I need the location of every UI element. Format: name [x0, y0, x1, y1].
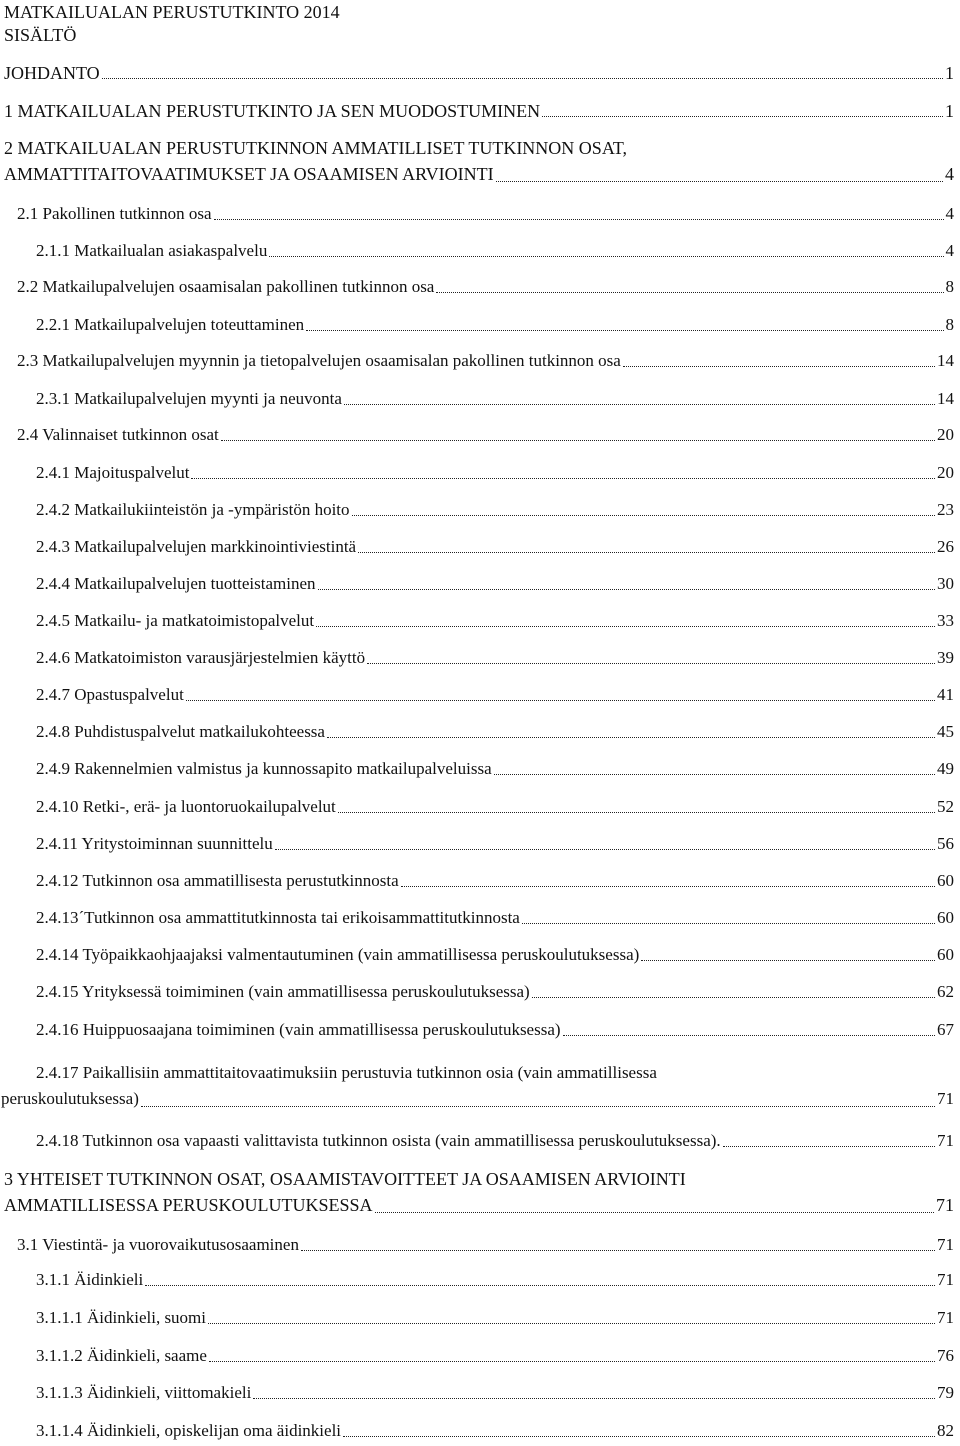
dot-leader	[191, 478, 935, 479]
dot-leader	[253, 1398, 935, 1399]
toc-entry-title: 2.4 Valinnaiset tutkinnon osat	[17, 425, 219, 444]
toc-entry[interactable]	[36, 1382, 954, 1404]
dot-leader	[496, 181, 943, 182]
dot-leader	[375, 1212, 934, 1213]
dot-leader	[367, 663, 935, 664]
dot-leader	[623, 366, 935, 367]
dot-leader	[522, 923, 935, 924]
dot-leader	[542, 116, 943, 117]
toc-entry-page: 71	[937, 1270, 954, 1289]
toc-entry-page: 39	[937, 648, 954, 667]
toc-entry[interactable]	[36, 314, 954, 336]
toc-entry[interactable]	[36, 1345, 954, 1367]
toc-entry-page: 79	[937, 1383, 954, 1402]
toc-entry-title: 2.4.3 Matkailupalvelujen markkinointiviestintä	[36, 537, 357, 556]
toc-entry-page: 67	[937, 1020, 954, 1039]
toc-entry[interactable]	[36, 870, 954, 892]
toc-entry-title: 2.3.1 Matkailupalvelujen myynti ja neuvonta	[36, 389, 342, 408]
toc-entry[interactable]	[36, 684, 954, 706]
toc-entry[interactable]	[36, 758, 954, 780]
toc-entry-title: 3.1.1.3 Äidinkieli, viittomakieli	[36, 1383, 252, 1402]
dot-leader	[221, 440, 935, 441]
dot-leader	[316, 626, 935, 627]
toc-entry[interactable]	[4, 135, 954, 187]
toc-entry-title: 2.3 Matkailupalvelujen myynnin ja tietopalvelujen osaamisalan pakollinen tutkinnon osa	[17, 351, 621, 370]
dot-leader	[352, 515, 935, 516]
toc-entry-title-line1: 2 MATKAILUALAN PERUSTUTKINNON AMMATILLISET TUTKINNON OSAT,	[4, 138, 627, 158]
toc-entry-title: 3.1.1 Äidinkieli	[36, 1270, 144, 1289]
toc-entry-title-line1: 3 YHTEISET TUTKINNON OSAT, OSAAMISTAVOITTEET JA OSAAMISEN ARVIOINTI	[4, 1169, 686, 1189]
toc-entry-page: 20	[937, 425, 954, 444]
toc-entry[interactable]	[36, 1307, 954, 1329]
toc-entry-title: 3.1 Viestintä- ja vuorovaikutusosaaminen	[17, 1235, 299, 1254]
toc-entry-title: peruskoulutuksessa)	[1, 1089, 139, 1108]
toc-entry[interactable]	[36, 833, 954, 855]
contents-heading: SISÄLTÖ	[4, 25, 77, 45]
toc-entry[interactable]	[36, 610, 954, 632]
toc-entry-title: 3.1.1.4 Äidinkieli, opiskelijan oma äidinkieli	[36, 1421, 342, 1440]
toc-entry-page: 62	[937, 982, 954, 1001]
dot-leader	[214, 219, 944, 220]
toc-entry-page: 30	[937, 574, 954, 593]
toc-entry-page: 33	[937, 611, 954, 630]
toc-entry-page: 71	[937, 1235, 954, 1254]
toc-entry-title: 2.4.15 Yrityksessä toimiminen (vain ammatillisessa peruskoulutuksessa)	[36, 982, 530, 1001]
toc-entry-page: 4	[945, 164, 954, 184]
toc-entry[interactable]	[36, 462, 954, 484]
toc-entry-page: 8	[945, 277, 954, 296]
toc-entry-page: 41	[937, 685, 954, 704]
toc-entry-title: 2.4.9 Rakennelmien valmistus ja kunnossapito matkailupalveluissa	[36, 759, 492, 778]
toc-entry-title: 3.1.1.1 Äidinkieli, suomi	[36, 1308, 206, 1327]
toc-entry[interactable]	[36, 388, 954, 410]
dot-leader	[436, 292, 943, 293]
toc-entry-title: 2.4.2 Matkailukiinteistön ja -ympäristön hoito	[36, 500, 350, 519]
dot-leader	[186, 700, 935, 701]
dot-leader	[563, 1035, 935, 1036]
toc-entry-page: 60	[937, 908, 954, 927]
toc-entry[interactable]	[4, 100, 954, 122]
dot-leader	[532, 997, 935, 998]
toc-entry-title: 2.1.1 Matkailualan asiakaspalvelu	[36, 241, 268, 260]
dot-leader	[102, 78, 943, 79]
toc-entry-title: 2.4.14 Työpaikkaohjaajaksi valmentautuminen (vain ammatillisessa peruskoulutuksessa)	[36, 945, 640, 964]
document-title: MATKAILUALAN PERUSTUTKINTO 2014	[4, 2, 340, 22]
toc-entry[interactable]	[1, 1060, 954, 1112]
dot-leader	[301, 1250, 935, 1251]
toc-entry-title: 2.4.10 Retki-, erä- ja luontoruokailupalvelut	[36, 797, 336, 816]
toc-entry[interactable]	[36, 796, 954, 818]
toc-entry-title: 2.4.6 Matkatoimiston varausjärjestelmien käyttö	[36, 648, 366, 667]
toc-entry[interactable]	[36, 1269, 954, 1291]
dot-leader	[208, 1323, 935, 1324]
toc-entry[interactable]	[36, 981, 954, 1003]
toc-entry-title: 2.4.8 Puhdistuspalvelut matkailukohteessa	[36, 722, 325, 741]
toc-entry-page: 52	[937, 797, 954, 816]
dot-leader	[358, 552, 935, 553]
toc-entry-page: 71	[937, 1308, 954, 1327]
dot-leader	[344, 404, 935, 405]
toc-entry[interactable]	[36, 1130, 954, 1152]
toc-entry-page: 4	[945, 204, 954, 223]
dot-leader	[209, 1361, 935, 1362]
dot-leader	[494, 774, 935, 775]
dot-leader	[318, 589, 936, 590]
toc-entry[interactable]	[36, 1019, 954, 1041]
dot-leader	[269, 256, 943, 257]
toc-entry-title: 2.4.18 Tutkinnon osa vapaasti valittavista tutkinnon osista (vain ammatillisessa peruskoulutuksessa).	[36, 1131, 721, 1150]
toc-entry[interactable]	[4, 1166, 954, 1218]
toc-entry-title: 2.2 Matkailupalvelujen osaamisalan pakollinen tutkinnon osa	[17, 277, 435, 296]
toc-entry[interactable]	[17, 203, 954, 225]
toc-entry-page: 45	[937, 722, 954, 741]
toc-entry-page: 49	[937, 759, 954, 778]
toc-entry-page: 14	[937, 389, 954, 408]
toc-entry-page: 1	[945, 101, 954, 121]
toc-entry[interactable]	[36, 536, 954, 558]
toc-entry-page: 71	[936, 1195, 954, 1215]
toc-entry[interactable]	[17, 424, 954, 446]
toc-entry-page: 26	[937, 537, 954, 556]
toc-entry[interactable]	[36, 573, 954, 595]
toc-entry-page: 1	[945, 63, 954, 83]
dot-leader	[338, 812, 935, 813]
toc-entry-title-line1: 2.4.17 Paikallisiin ammattitaitovaatimuksiin perustuvia tutkinnon osia (vain ammatillisessa	[36, 1063, 657, 1082]
toc-entry-title: 1 MATKAILUALAN PERUSTUTKINTO JA SEN MUODOSTUMINEN	[4, 101, 541, 121]
toc-entry-page: 8	[945, 315, 954, 334]
toc-entry-page: 23	[937, 500, 954, 519]
toc-entry-page: 76	[937, 1346, 954, 1365]
toc-entry-title: 2.4.5 Matkailu- ja matkatoimistopalvelut	[36, 611, 315, 630]
toc-entry-page: 71	[937, 1089, 954, 1108]
toc-entry-page: 56	[937, 834, 954, 853]
toc-entry-title: 2.1 Pakollinen tutkinnon osa	[17, 204, 212, 223]
toc-entry-page: 60	[937, 871, 954, 890]
dot-leader	[401, 886, 935, 887]
toc-entry-page: 20	[937, 463, 954, 482]
toc-entry[interactable]	[36, 647, 954, 669]
toc-entry[interactable]	[17, 350, 954, 372]
dot-leader	[343, 1436, 935, 1437]
toc-entry-page: 71	[937, 1131, 954, 1150]
dot-leader	[327, 737, 935, 738]
toc-entry-title: 2.2.1 Matkailupalvelujen toteuttaminen	[36, 315, 305, 334]
dot-leader	[306, 330, 943, 331]
dot-leader	[275, 849, 935, 850]
dot-leader	[145, 1285, 935, 1286]
toc-entry-title: 2.4.7 Opastuspalvelut	[36, 685, 184, 704]
toc-entry[interactable]	[36, 721, 954, 743]
dot-leader	[723, 1146, 935, 1147]
dot-leader	[141, 1106, 935, 1107]
toc-entry[interactable]	[17, 276, 954, 298]
toc-entry[interactable]	[36, 499, 954, 521]
toc-entry-title: 2.4.4 Matkailupalvelujen tuotteistaminen	[36, 574, 316, 593]
dot-leader	[641, 960, 935, 961]
toc-entry-page: 60	[937, 945, 954, 964]
toc-entry-title: JOHDANTO	[4, 63, 100, 83]
toc-entry-title: 2.4.12 Tutkinnon osa ammatillisesta perustutkinnosta	[36, 871, 399, 890]
toc-entry[interactable]	[36, 1420, 954, 1442]
toc-entry-title: 3.1.1.2 Äidinkieli, saame	[36, 1346, 207, 1365]
toc-entry-page: 82	[937, 1421, 954, 1440]
toc-entry[interactable]	[4, 62, 954, 84]
toc-entry-title: 2.4.13´Tutkinnon osa ammattitutkinnosta tai erikoisammattitutkinnosta	[36, 908, 520, 927]
toc-entry-page: 14	[937, 351, 954, 370]
toc-entry-title: 2.4.1 Majoituspalvelut	[36, 463, 190, 482]
toc-entry-title: AMMATTITAITOVAATIMUKSET JA OSAAMISEN ARVIOINTI	[4, 164, 494, 184]
toc-entry-title: AMMATILLISESSA PERUSKOULUTUKSESSA	[4, 1195, 373, 1215]
toc-entry[interactable]	[17, 1234, 954, 1256]
toc-entry-page: 4	[945, 241, 954, 260]
toc-entry-title: 2.4.11 Yritystoiminnan suunnittelu	[36, 834, 273, 853]
toc-entry[interactable]	[36, 240, 954, 262]
toc-entry[interactable]	[36, 907, 954, 929]
toc-entry[interactable]	[36, 944, 954, 966]
toc-entry-title: 2.4.16 Huippuosaajana toimiminen (vain ammatillisessa peruskoulutuksessa)	[36, 1020, 561, 1039]
